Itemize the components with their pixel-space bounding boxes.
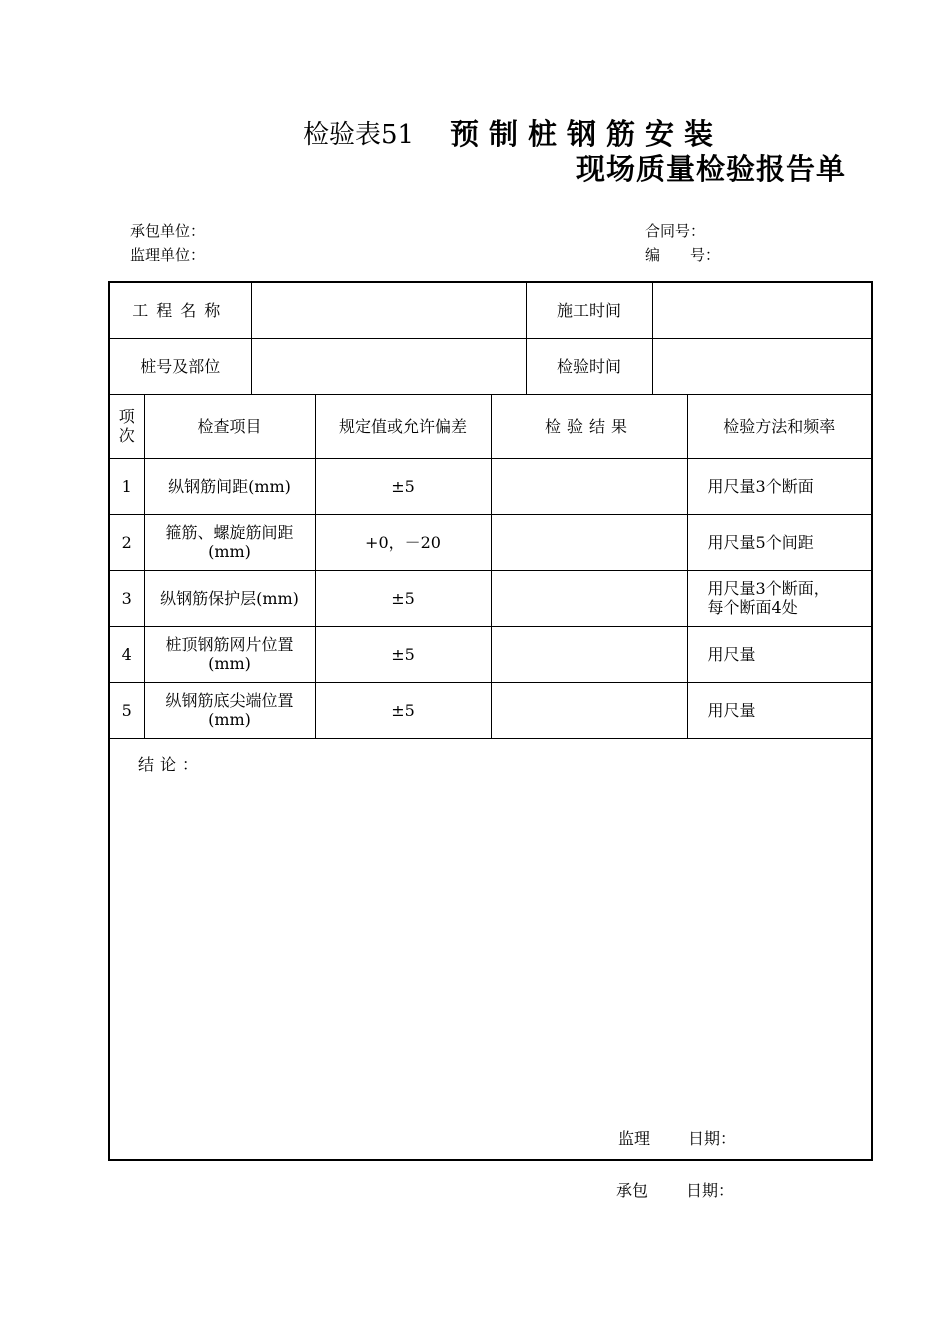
table-row — [109, 626, 872, 682]
row-method: 用尺量5个间距 — [687, 514, 872, 570]
row-seq: 3 — [109, 570, 144, 626]
form-title-sub: 现场质量检验报告单 — [576, 152, 847, 186]
row-method: 用尺量 — [687, 626, 872, 682]
col-result-header: 检验结果 — [491, 394, 687, 458]
row-result[interactable] — [491, 458, 687, 514]
row-item: 桩顶钢筋网片位置(mm) — [144, 626, 315, 682]
col-tolerance-header: 规定值或允许偏差 — [315, 394, 491, 458]
contractor-unit-label: 承包单位： — [130, 222, 206, 240]
contract-no-label: 合同号： — [645, 222, 706, 240]
row-result[interactable] — [491, 514, 687, 570]
project-name-row — [109, 282, 872, 338]
row-tolerance: ±5 — [315, 682, 491, 738]
row-tolerance: +0，－20 — [315, 514, 491, 570]
supervisor-date-label: 日期： — [688, 1128, 737, 1148]
conclusion-cell[interactable] — [109, 738, 872, 1160]
inspection-form-table — [108, 281, 873, 1161]
row-seq: 2 — [109, 514, 144, 570]
inspection-time-value[interactable] — [652, 338, 872, 394]
pile-position-row — [109, 338, 872, 394]
row-tolerance: ±5 — [315, 570, 491, 626]
supervisor-label: 监理 — [618, 1128, 651, 1148]
contractor-signature — [616, 1178, 734, 1201]
pile-position-label: 桩号及部位 — [109, 338, 251, 394]
table-row — [109, 682, 872, 738]
form-title-main: 预制桩钢筋安装 — [450, 117, 724, 151]
row-seq: 4 — [109, 626, 144, 682]
row-tolerance: ±5 — [315, 626, 491, 682]
row-method: 用尺量3个断面，每个断面4处 — [687, 570, 872, 626]
col-method-header: 检验方法和频率 — [687, 394, 872, 458]
row-item: 纵钢筋间距(mm) — [144, 458, 315, 514]
row-item: 箍筋、螺旋筋间距(mm) — [144, 514, 315, 570]
table-row — [109, 514, 872, 570]
inspection-time-label: 检验时间 — [526, 338, 652, 394]
form-number: 检验表51 — [303, 120, 415, 150]
contractor-date-label: 日期： — [686, 1181, 735, 1200]
contractor-label: 承包 — [616, 1181, 649, 1200]
serial-no-label: 编 号： — [645, 246, 721, 264]
column-header-row — [109, 394, 872, 458]
row-tolerance: ±5 — [315, 458, 491, 514]
construction-time-label: 施工时间 — [526, 282, 652, 338]
table-row — [109, 458, 872, 514]
conclusion-row — [109, 738, 872, 1160]
conclusion-label: 结论： — [138, 754, 205, 774]
col-item-header: 检查项目 — [144, 394, 315, 458]
row-seq: 5 — [109, 682, 144, 738]
row-result[interactable] — [491, 682, 687, 738]
row-method: 用尺量3个断面 — [687, 458, 872, 514]
supervisor-unit-label: 监理单位： — [130, 246, 206, 264]
row-result[interactable] — [491, 570, 687, 626]
row-item: 纵钢筋保护层(mm) — [144, 570, 315, 626]
table-row — [109, 570, 872, 626]
project-name-value[interactable] — [251, 282, 526, 338]
construction-time-value[interactable] — [652, 282, 872, 338]
project-name-label: 工程名称 — [109, 282, 251, 338]
row-method: 用尺量 — [687, 682, 872, 738]
row-item: 纵钢筋底尖端位置(mm) — [144, 682, 315, 738]
supervisor-signature — [618, 1129, 736, 1148]
col-seq-header: 项次 — [109, 394, 144, 458]
row-seq: 1 — [109, 458, 144, 514]
pile-position-value[interactable] — [251, 338, 526, 394]
row-result[interactable] — [491, 626, 687, 682]
